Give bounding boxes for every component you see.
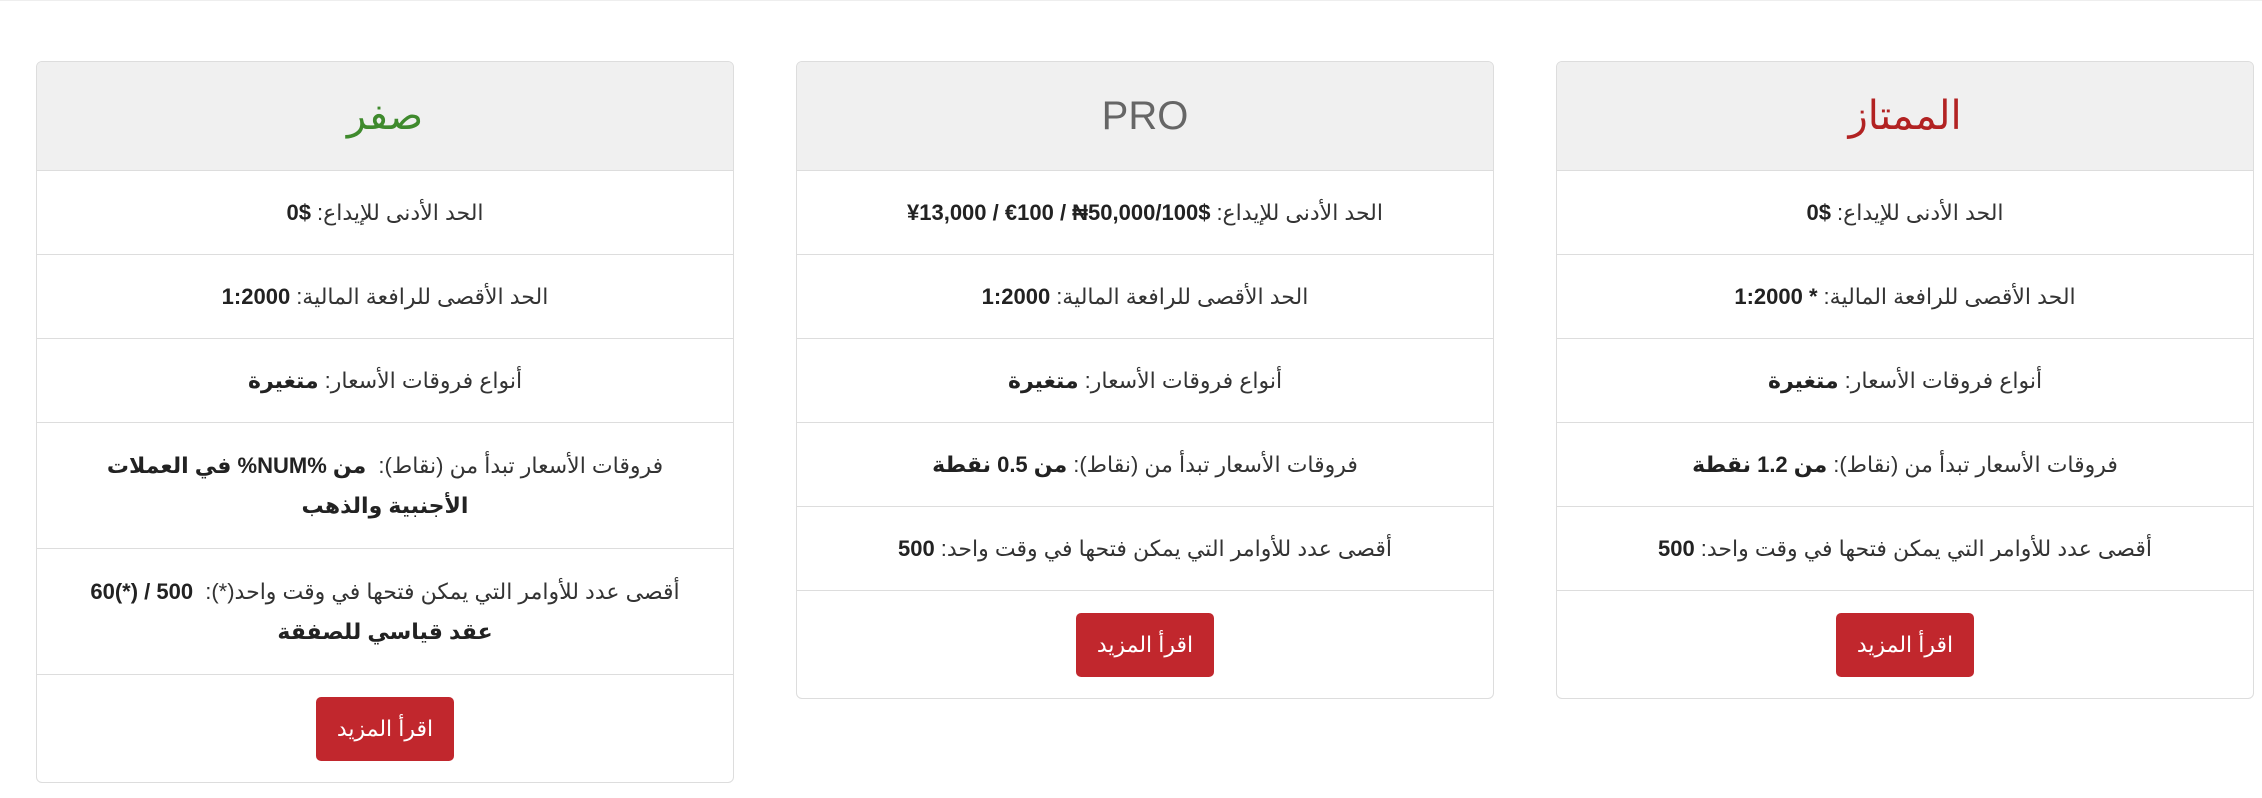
spread-from-label: فروقات الأسعار تبدأ من (نقاط): xyxy=(1833,451,2118,477)
spread-types-value: متغيرة xyxy=(247,367,319,393)
plan-card-pro xyxy=(796,61,1494,699)
spread-types-row xyxy=(797,339,1493,423)
max-orders-row xyxy=(1557,507,2253,591)
min-deposit-label: الحد الأدنى للإيداع: xyxy=(316,199,484,225)
max-leverage-label: الحد الأقصى للرافعة المالية: xyxy=(296,283,549,309)
read-more-button[interactable]: اقرأ المزيد xyxy=(1836,613,1974,677)
plan-title: PRO xyxy=(797,62,1493,171)
max-leverage-row xyxy=(37,255,733,339)
spread-from-row xyxy=(1557,423,2253,507)
spread-types-row xyxy=(37,339,733,423)
spread-from-value: من 1.2 نقطة xyxy=(1692,451,1828,477)
plan-card-zero xyxy=(36,61,734,783)
button-row xyxy=(797,591,1493,698)
spread-from-label: فروقات الأسعار تبدأ من (نقاط): xyxy=(378,452,664,478)
spread-types-label: أنواع فروقات الأسعار: xyxy=(324,367,523,393)
plan-title: صفر xyxy=(37,62,733,171)
min-deposit-row xyxy=(37,171,733,255)
min-deposit-label: الحد الأدنى للإيداع: xyxy=(1216,199,1383,225)
max-orders-row xyxy=(797,507,1493,591)
max-leverage-value: 1:2000 * xyxy=(1734,283,1818,309)
max-leverage-row xyxy=(797,255,1493,339)
spread-types-value: متغيرة xyxy=(1767,367,1839,393)
min-deposit-row xyxy=(797,171,1493,255)
button-row xyxy=(37,675,733,782)
spread-from-label: فروقات الأسعار تبدأ من (نقاط): xyxy=(1073,451,1358,477)
read-more-button[interactable]: اقرأ المزيد xyxy=(316,697,454,761)
spread-from-value: من 0.5 نقطة xyxy=(932,451,1068,477)
max-leverage-row xyxy=(1557,255,2253,339)
max-orders-label: أقصى عدد للأوامر التي يمكن فتحها في وقت واحد: xyxy=(1700,535,2152,561)
spread-types-label: أنواع فروقات الأسعار: xyxy=(1844,367,2043,393)
max-orders-row xyxy=(37,549,733,675)
plan-title: الممتاز xyxy=(1557,62,2253,171)
spread-from-text xyxy=(77,446,693,526)
button-row xyxy=(1557,591,2253,698)
min-deposit-value: 100$/₦50,000 / €100 / ¥13,000 xyxy=(907,199,1211,225)
max-leverage-value: 1:2000 xyxy=(221,283,291,309)
spread-from-row xyxy=(37,423,733,549)
min-deposit-label: الحد الأدنى للإيداع: xyxy=(1836,199,2004,225)
min-deposit-row xyxy=(1557,171,2253,255)
read-more-button[interactable]: اقرأ المزيد xyxy=(1076,613,1214,677)
min-deposit-value: 0$ xyxy=(1806,199,1831,225)
max-orders-text xyxy=(77,572,693,652)
max-leverage-label: الحد الأقصى للرافعة المالية: xyxy=(1823,283,2076,309)
max-orders-value: 500 xyxy=(1658,535,1695,561)
spread-types-row xyxy=(1557,339,2253,423)
min-deposit-value: 0$ xyxy=(286,199,311,225)
max-orders-value: 500 xyxy=(898,535,935,561)
spread-from-value: من %NUM% في العملات الأجنبية والذهب xyxy=(106,452,469,518)
max-leverage-value: 1:2000 xyxy=(981,283,1051,309)
plan-card-mumtaz xyxy=(1556,61,2254,699)
spread-types-value: متغيرة xyxy=(1007,367,1079,393)
spread-types-label: أنواع فروقات الأسعار: xyxy=(1084,367,1283,393)
max-leverage-label: الحد الأقصى للرافعة المالية: xyxy=(1056,283,1309,309)
spread-from-row xyxy=(797,423,1493,507)
max-orders-value: 500 / (*)60 عقد قياسي للصفقة xyxy=(90,578,493,644)
max-orders-label: أقصى عدد للأوامر التي يمكن فتحها في وقت واحد: xyxy=(940,535,1392,561)
max-orders-label: أقصى عدد للأوامر التي يمكن فتحها في وقت واحد(*): xyxy=(205,578,680,604)
